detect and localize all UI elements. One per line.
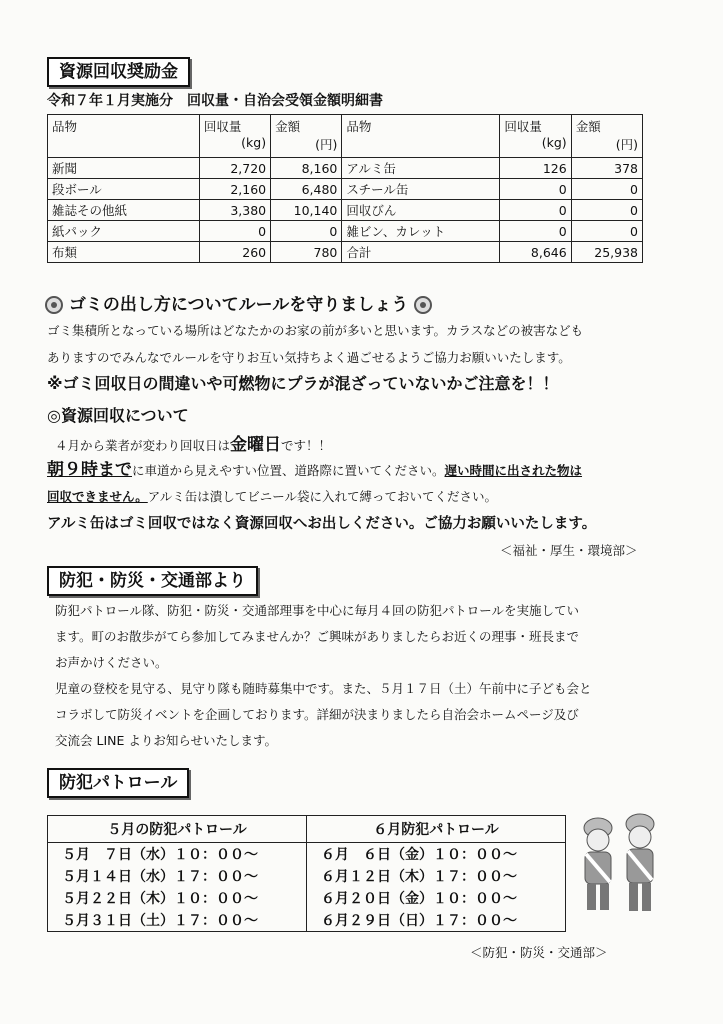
paragraph-line: 防犯パトロール隊、防犯・防災・交通部理事を中心に毎月４回の防犯パトロールを実施してい [55,603,580,618]
patrol-header-row [48,816,566,843]
section-title-bouhan: 防犯・防災・交通部より [47,566,258,596]
paragraph-line: お声かけください。 [55,655,168,670]
paragraph-line: ます。町のお散歩がてら参加してみませんか？ご興味がありましたらお近くの理事・班長まで [55,629,580,644]
deadline-line: 朝９時までに車道から見えやすい位置、道路際に置いてください。遅い時間に出された物は [47,460,583,480]
patrol-schedule-table [47,815,566,932]
deadline-highlight: 朝９時まで [47,460,132,480]
collection-day-highlight: 金曜日 [230,435,282,455]
col-header: 品物 [342,115,500,158]
table-row: ５月 ７日（水）１０：００〜 ６月 ６日（金）１０：００〜 [48,843,566,866]
section-title-patrol: 防犯パトロール [47,768,189,798]
paragraph-line: ありますのでみんなでルールを守りお互い気持ちよく過ごせるようご協力お願いいたします。 [47,350,571,365]
table-header-row [48,115,643,158]
table-row: ５月２２日（木）１０：００〜 ６月２０日（金）１０：００〜 [48,887,566,909]
aluminum-notice: アルミ缶はゴミ回収ではなく資源回収へお出しください。ご協力お願いいたします。 [47,516,597,532]
resource-collection-heading: ◎資源回収について [47,406,189,425]
collection-day-line: ４月から業者が変わり回収日は金曜日です！！ [55,435,332,455]
table-subtitle: 令和７年１月実施分 回収量・自治会受領金額明細書 [47,93,383,109]
paragraph-line: コラボして防災イベントを企画しております。詳細が決まりましたら自治会ホームページ及び [55,707,579,722]
table-row: 段ボール 2,160 6,480 スチール缶 0 0 [48,179,643,200]
table-row: 新聞 2,720 8,160 アルミ缶 126 378 [48,158,643,179]
recycling-table [47,114,643,263]
flower-icon [45,296,63,314]
june-header: ６月防犯パトロール [307,816,566,843]
child-figure-right [626,814,654,911]
flower-icon [414,296,432,314]
col-header: 品物 [48,115,200,158]
paragraph-line: ゴミ集積所となっている場所はどなたかのお家の前が多いと思います。カラスなどの被害なども [47,323,584,338]
may-header: ５月の防犯パトロール [48,816,307,843]
table-row: ５月３１日（土）１７：００〜 ６月２９日（日）１７：００〜 [48,909,566,932]
table-row: 紙パック 0 0 雑ビン、カレット 0 0 [48,221,643,242]
table-row: 雑誌その他紙 3,380 10,140 回収びん 0 0 [48,200,643,221]
signature: ＜防犯・防災・交通部＞ [470,945,608,960]
col-header: 金額 (円) [271,115,342,158]
section-title-shigen-kaishu: 資源回収奨励金 [47,57,190,87]
patrol-children-illustration [568,810,678,920]
paragraph-line: 交流会 LINE よりお知らせいたします。 [55,733,277,748]
child-figure-left [584,818,612,910]
paragraph-line: 回収できません。アルミ缶は潰してビニール袋に入れて縛っておいてください。 [47,489,498,504]
col-header: 回収量 (kg) [199,115,270,158]
table-row: 布類 260 780 合計 8,646 25,938 [48,242,643,263]
warning-text: ※ゴミ回収日の間違いや可燃物にプラが混ざっていないかご注意を！！ [47,374,559,393]
garbage-rules-heading: ゴミの出し方についてルールを守りましょう [45,296,432,314]
col-header: 金額 (円) [571,115,642,158]
paragraph-line: 児童の登校を見守る、見守り隊も随時募集中です。また、５月１７日（土）午前中に子ども会と [55,681,592,696]
col-header: 回収量 (kg) [500,115,571,158]
table-row: ５月１４日（水）１７：００〜 ６月１２日（木）１７：００〜 [48,865,566,887]
signature: ＜福祉・厚生・環境部＞ [500,543,638,558]
